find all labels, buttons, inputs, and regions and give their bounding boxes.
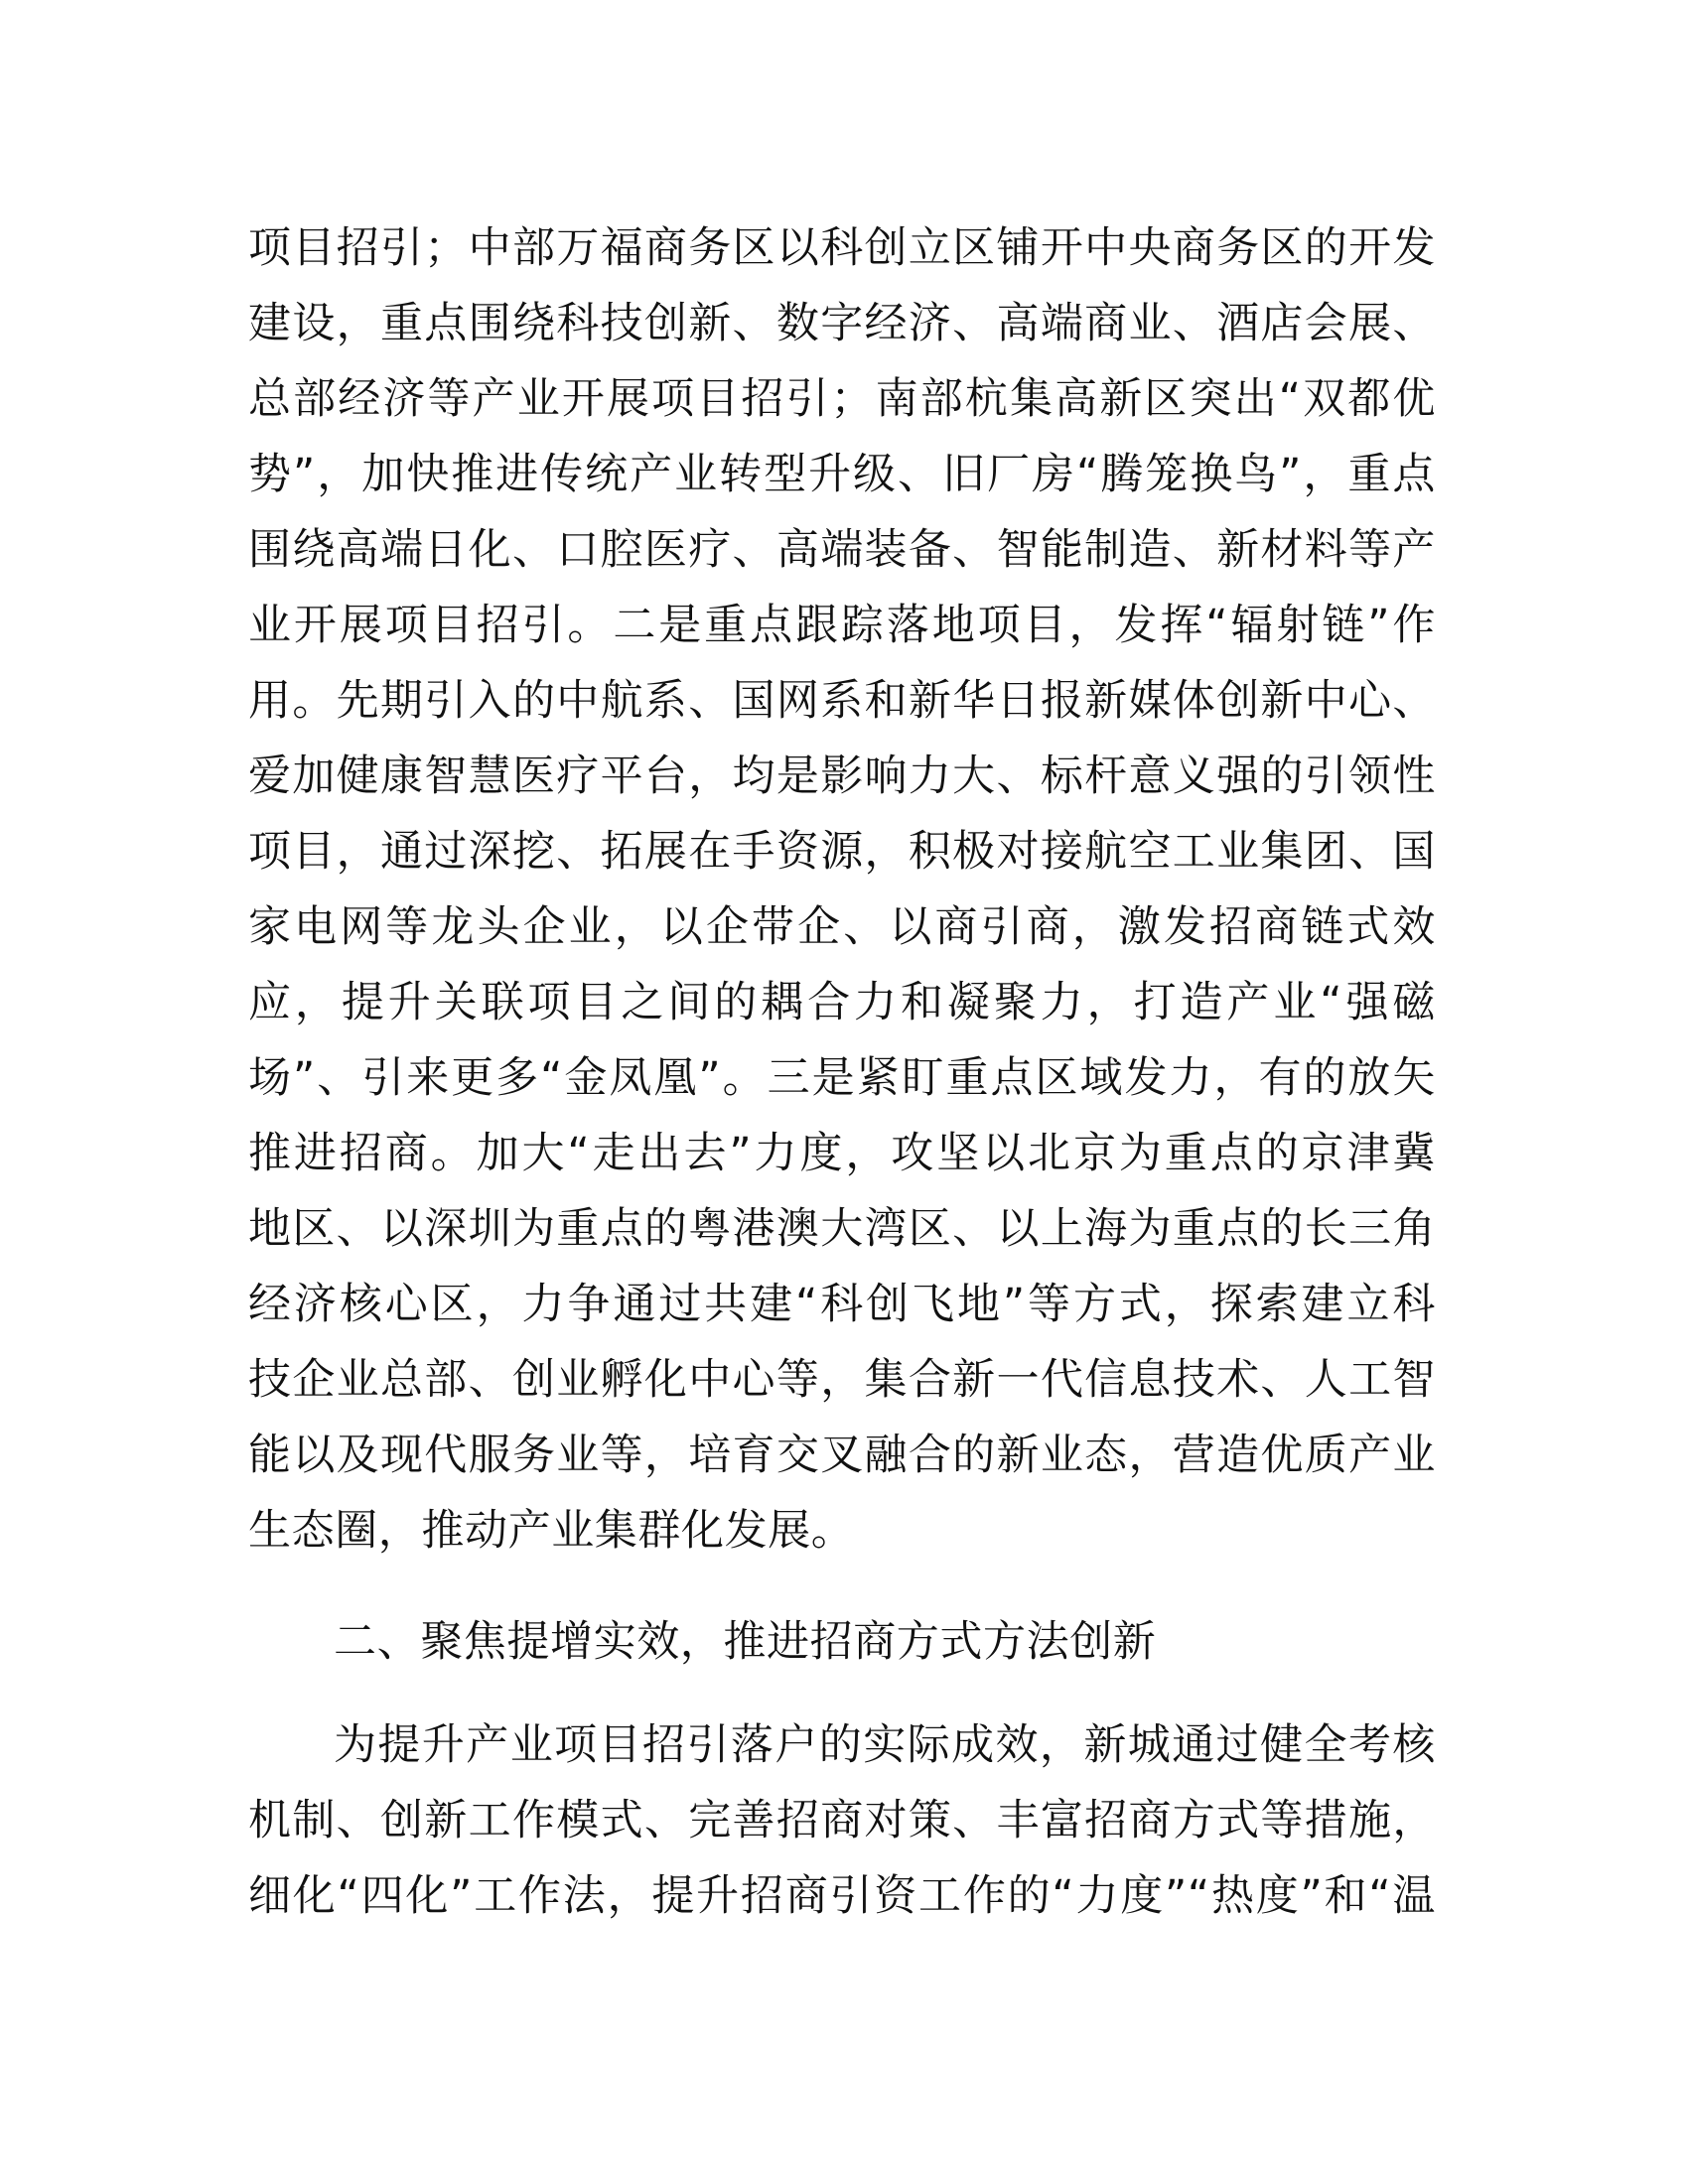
body-paragraph-2: [248, 1707, 1436, 1934]
paragraph-line: 生态圈，推动产业集群化发展。: [248, 1506, 855, 1556]
paragraph-line: 地区、以深圳为重点的粤港澳大湾区、以上海为重点的长三角: [248, 1204, 1436, 1254]
paragraph-line: 推进招商。加大“走出去”力度，攻坚以北京为重点的京津冀: [248, 1129, 1436, 1178]
section-heading: 二、聚焦提增实效，推进招商方式方法创新: [334, 1617, 1157, 1667]
paragraph-line: 建设，重点围绕科技创新、数字经济、高端商业、酒店会展、: [248, 299, 1436, 348]
paragraph-line: 家电网等龙头企业，以企带企、以商引商，激发招商链式效: [248, 902, 1436, 952]
paragraph-line: 业开展项目招引。二是重点跟踪落地项目，发挥“辐射链”作: [248, 601, 1436, 650]
paragraph-line: 应，提升关联项目之间的耦合力和凝聚力，打造产业“强磁: [248, 978, 1436, 1027]
paragraph-line: 项目，通过深挖、拓展在手资源，积极对接航空工业集团、国: [248, 827, 1436, 877]
paragraph-line: 场”、引来更多“金凤凰”。三是紧盯重点区域发力，有的放矢: [248, 1053, 1436, 1103]
paragraph-line: 为提升产业项目招引落户的实际成效，新城通过健全考核: [334, 1720, 1436, 1770]
paragraph-line: 细化“四化”工作法，提升招商引资工作的“力度”“热度”和“温: [248, 1871, 1436, 1921]
paragraph-line: 机制、创新工作模式、完善招商对策、丰富招商方式等措施，: [248, 1796, 1436, 1845]
paragraph-line: 总部经济等产业开展项目招引；南部杭集高新区突出“双都优: [248, 374, 1436, 424]
paragraph-line: 技企业总部、创业孵化中心等，集合新一代信息技术、人工智: [248, 1355, 1436, 1405]
paragraph-line: 经济核心区，力争通过共建“科创飞地”等方式，探索建立科: [248, 1280, 1436, 1329]
paragraph-line: 爱加健康智慧医疗平台，均是影响力大、标杆意义强的引领性: [248, 751, 1436, 801]
paragraph-line: 围绕高端日化、口腔医疗、高端装备、智能制造、新材料等产: [248, 525, 1436, 575]
paragraph-line: 能以及现代服务业等，培育交叉融合的新业态，营造优质产业: [248, 1431, 1436, 1480]
body-paragraph-1: [248, 210, 1436, 1569]
paragraph-line: 项目招引；中部万福商务区以科创立区铺开中央商务区的开发: [248, 223, 1436, 273]
paragraph-line: 用。先期引入的中航系、国网系和新华日报新媒体创新中心、: [248, 676, 1436, 726]
paragraph-line: 势”，加快推进传统产业转型升级、旧厂房“腾笼换鸟”，重点: [248, 450, 1436, 499]
section-heading-block: [248, 1604, 1436, 1680]
